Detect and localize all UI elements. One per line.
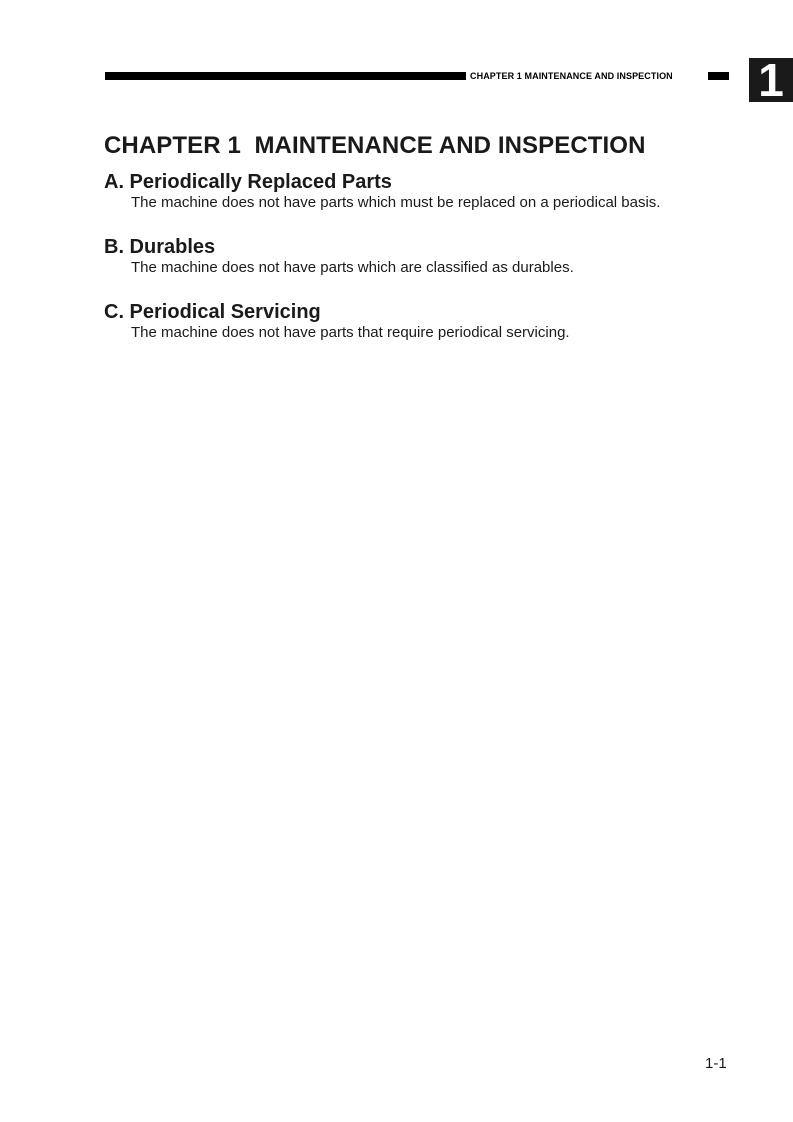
header-rule-right: [708, 72, 729, 80]
section-body: The machine does not have parts that require periodical servicing.: [131, 324, 570, 341]
section-title: B. Durables: [104, 236, 216, 258]
section-durables: [104, 235, 744, 277]
running-header-title: CHAPTER 1 MAINTENANCE AND INSPECTION: [470, 71, 673, 81]
section-title: A. Periodically Replaced Parts: [104, 171, 392, 193]
section-periodical-servicing: [104, 300, 744, 342]
section-body: The machine does not have parts which must be replaced on a periodical basis.: [131, 194, 661, 211]
header-rule-left: [105, 72, 466, 80]
section-periodically-replaced-parts: [104, 170, 744, 212]
page-number: 1-1: [705, 1055, 727, 1072]
chapter-heading: CHAPTER 1 MAINTENANCE AND INSPECTION: [104, 132, 646, 159]
section-title: C. Periodical Servicing: [104, 301, 321, 323]
chapter-tab: 1: [749, 58, 793, 102]
section-body: The machine does not have parts which are classified as durables.: [131, 259, 574, 276]
